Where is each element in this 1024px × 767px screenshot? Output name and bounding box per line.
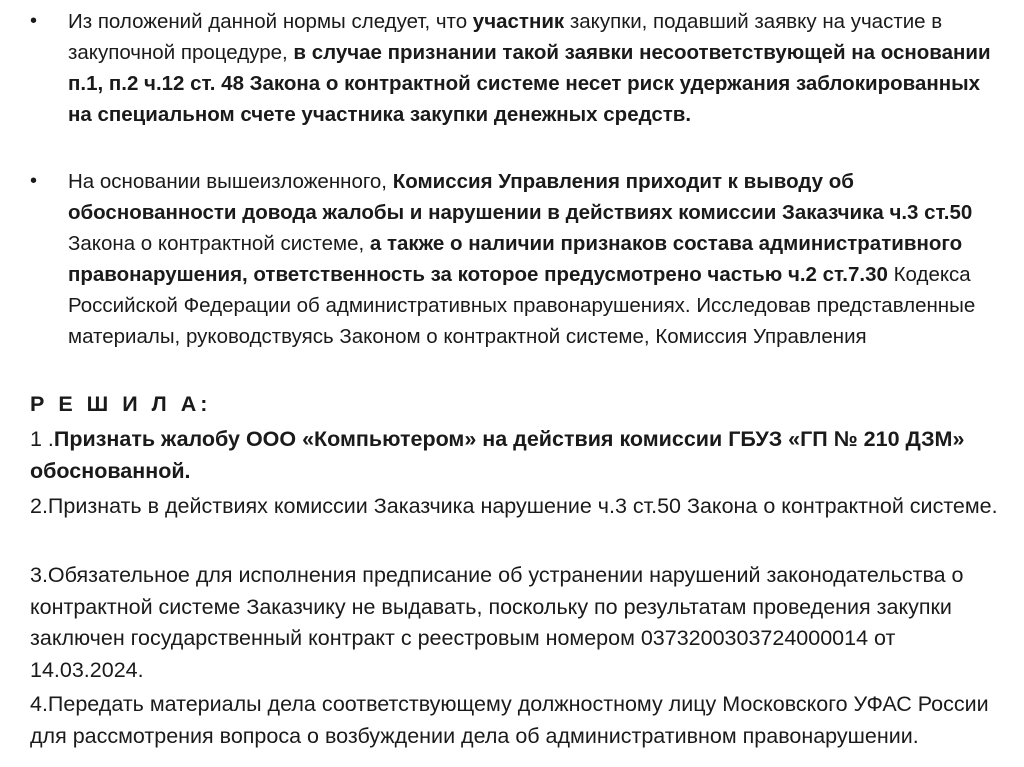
text-run: Закона о контрактной системе, [68, 232, 370, 255]
decision-item-1 [30, 424, 1010, 487]
text-run: На основании вышеизложенного, [68, 170, 393, 193]
bold-run: Признать жалобу ООО «Компьютером» на действия комиссии ГБУЗ «ГП № 210 ДЗМ» обоснованной. [30, 427, 965, 483]
bullet-marker: • [30, 10, 38, 32]
bullet-text [68, 6, 1008, 130]
bullet-item-risk [30, 6, 1010, 161]
text-run: Кодекса Российской Федерации об административных правонарушениях. Исследовав представленные материалы, руководствуясь Законом о контрактной системе, Комиссия Управления [68, 263, 976, 348]
text-run: закупки, подавший заявку на участие в закупочной процедуре, [68, 10, 943, 64]
bold-run: в случае признании такой заявки несоответствующей на основании п.1, п.2 ч.12 ст. 48 Закона о контрактной системе несет риск удержания заблокированных на специальном счете участника закупки денежных средств. [68, 41, 991, 126]
text-run: Из положений данной нормы следует, что [68, 10, 473, 33]
bullet-marker: • [30, 170, 38, 192]
decision-heading: Р Е Ш И Л А: [30, 392, 212, 416]
item-prefix: 1 . [30, 427, 54, 451]
bold-run: участник [472, 10, 565, 33]
bullet-item-conclusion [30, 166, 1010, 381]
bold-run: а также о наличии признаков состава административного правонарушения, ответственность за которое предусмотрено частью ч.2 ст.7.30 [68, 232, 963, 286]
decision-item-2: 2.Признать в действиях комиссии Заказчика нарушение ч.3 ст.50 Закона о контрактной системе. [30, 494, 998, 518]
bullet-text [68, 166, 1008, 352]
bold-run: Комиссия Управления приходит к выводу об обоснованности довода жалобы и нарушении в действиях комиссии Заказчика ч.3 ст.50 [68, 170, 973, 224]
decision-item-3: 3.Обязательное для исполнения предписание об устранении нарушений законодательства о контрактной системе Заказчику не выдавать, поскольку по результатам проведения закупки заключен государственный контракт с реестровым номером 0373200303724000014 от 14.03.2024. [30, 563, 964, 682]
decision-item-4: 4.Передать материалы дела соответствующему должностному лицу Московского УФАС России для рассмотрения вопроса о возбуждении дела об административном правонарушении. [30, 692, 989, 748]
